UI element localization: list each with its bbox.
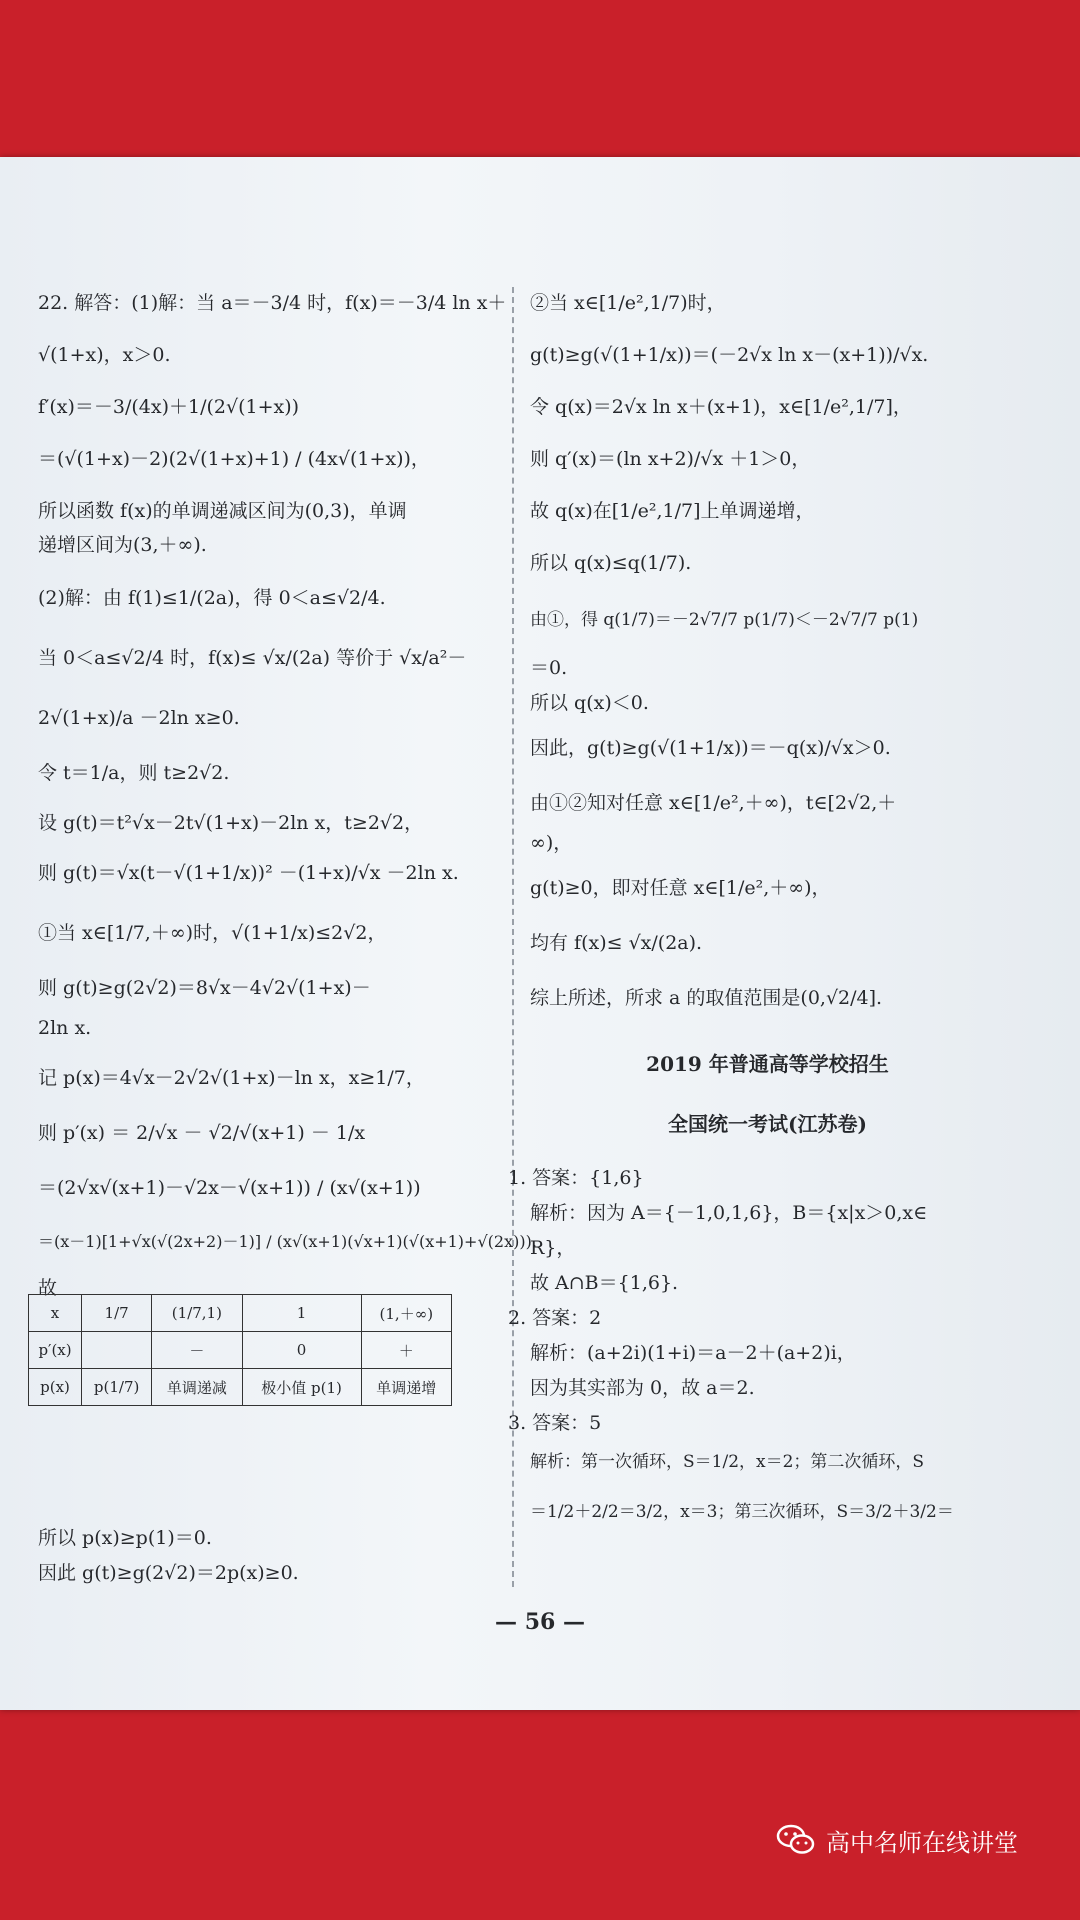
text-line: 则 g(t)≥g(2√2)＝8√x－4√2√(1+x)－	[38, 977, 371, 999]
text-line: (2)解：由 f(1)≤1/(2a)，得 0＜a≤√2/4.	[38, 587, 386, 609]
text-line: 则 g(t)＝√x(t－√(1+1/x))² －(1+x)/√x －2ln x.	[38, 862, 459, 884]
text-line: ＝(x－1)[1+√x(√(2x+2)－1)] / (x√(x+1)(√x+1)(√(x+1)+√(2x))).	[38, 1232, 537, 1251]
text-line: f′(x)＝－3/(4x)＋1/(2√(1+x))	[38, 396, 300, 418]
book-page	[0, 157, 1080, 1710]
section-heading: 全国统一考试(江苏卷)	[668, 1112, 867, 1136]
table-cell: 单调递减	[152, 1369, 242, 1406]
text-line: ＝0.	[530, 657, 568, 679]
answer-line: ＝1/2＋2/2＝3/2，x＝3；第三次循环，S＝3/2＋3/2＝	[530, 1502, 954, 1522]
text-line: ＝(√(1+x)－2)(2√(1+x)+1) / (4x√(1+x))，	[38, 448, 430, 470]
text-line: ①当 x∈[1/7,＋∞)时，√(1+1/x)≤2√2，	[38, 922, 387, 944]
watermark	[776, 1815, 1066, 1865]
text-line: g(t)≥0，即对任意 x∈[1/e²,＋∞)，	[530, 877, 831, 899]
table-cell: x	[29, 1295, 82, 1332]
text-line: 由①，得 q(1/7)＝－2√7/7 p(1/7)＜－2√7/7 p(1)	[530, 610, 919, 630]
answer-line: 解析：(a+2i)(1+i)＝a－2＋(a+2)i，	[530, 1342, 856, 1364]
table-cell: p(1/7)	[82, 1369, 152, 1406]
text-line: 则 p′(x) ＝ 2/√x － √2/√(x+1) － 1/x	[38, 1122, 366, 1144]
text-line: 因此，g(t)≥g(√(1+1/x))＝－q(x)/√x＞0.	[530, 737, 891, 759]
text-line: ②当 x∈[1/e²,1/7)时，	[530, 292, 726, 314]
table-cell: 1/7	[82, 1295, 152, 1332]
text-line: 设 g(t)＝t²√x－2t√(1+x)－2ln x，t≥2√2，	[38, 812, 424, 834]
text-line: 均有 f(x)≤ √x/(2a).	[530, 932, 703, 954]
answer-line: 2. 答案：2	[508, 1307, 602, 1329]
table-cell	[82, 1332, 152, 1369]
answer-line: 1. 答案：{1,6}	[508, 1167, 644, 1189]
table-cell: p′(x)	[29, 1332, 82, 1369]
text-line: 令 q(x)＝2√x ln x＋(x+1)，x∈[1/e²,1/7]，	[530, 396, 912, 418]
text-line: 因此 g(t)≥g(2√2)＝2p(x)≥0.	[38, 1562, 299, 1584]
table-row	[29, 1295, 452, 1332]
text-line: 故 q(x)在[1/e²,1/7]上单调递增，	[530, 500, 815, 522]
table-cell: 1	[242, 1295, 361, 1332]
text-line: ∞)，	[530, 832, 573, 854]
text-line: 所以 q(x)＜0.	[530, 692, 649, 714]
answer-line: 因为其实部为 0，故 a＝2.	[530, 1377, 755, 1399]
text-line: 2√(1+x)/a －2ln x≥0.	[38, 707, 240, 729]
page-number: — 56 —	[495, 1609, 585, 1635]
text-line: g(t)≥g(√(1+1/x))＝(－2√x ln x－(x+1))/√x.	[530, 344, 929, 366]
answer-line: 解析：第一次循环，S＝1/2，x＝2；第二次循环，S	[530, 1452, 925, 1472]
text-line: 记 p(x)＝4√x－2√2√(1+x)－ln x，x≥1/7，	[38, 1067, 425, 1089]
text-line: ＝(2√x√(x+1)－√2x－√(x+1)) / (x√(x+1))	[38, 1177, 421, 1199]
text-line: 则 q′(x)＝(ln x+2)/√x ＋1＞0，	[530, 448, 811, 470]
wechat-icon	[776, 1823, 816, 1857]
column-divider	[512, 287, 514, 1587]
answer-line: 3. 答案：5	[508, 1412, 602, 1434]
answer-line: 解析：因为 A＝{－1,0,1,6}，B＝{x|x＞0,x∈	[530, 1202, 928, 1224]
text-line: √(1+x)，x＞0.	[38, 344, 171, 366]
answer-line: R}，	[530, 1237, 576, 1259]
table-cell: ＋	[361, 1332, 451, 1369]
answer-line: 故 A∩B＝{1,6}.	[530, 1272, 679, 1294]
table-row	[29, 1369, 452, 1406]
text-line: 当 0＜a≤√2/4 时，f(x)≤ √x/(2a) 等价于 √x/a²－	[38, 647, 467, 669]
watermark-text: 高中名师在线讲堂	[826, 1828, 1018, 1857]
table-cell: (1,＋∞)	[361, 1295, 451, 1332]
text-line: 22. 解答：(1)解：当 a＝－3/4 时，f(x)＝－3/4 ln x＋	[38, 292, 507, 314]
table-cell: 极小值 p(1)	[242, 1369, 361, 1406]
monotonicity-table	[28, 1294, 452, 1406]
text-line: 所以 q(x)≤q(1/7).	[530, 552, 692, 574]
text-line: 故	[38, 1277, 58, 1299]
table-cell: －	[152, 1332, 242, 1369]
text-line: 由①②知对任意 x∈[1/e²,＋∞)，t∈[2√2,＋	[530, 792, 897, 814]
text-line: 令 t＝1/a，则 t≥2√2.	[38, 762, 230, 784]
table-row	[29, 1332, 452, 1369]
text-line: 2ln x.	[38, 1017, 92, 1039]
table-cell: 单调递增	[361, 1369, 451, 1406]
text-line: 所以函数 f(x)的单调递减区间为(0,3)，单调	[38, 500, 407, 522]
section-heading: 2019 年普通高等学校招生	[646, 1052, 889, 1076]
table-cell: (1/7,1)	[152, 1295, 242, 1332]
text-line: 所以 p(x)≥p(1)＝0.	[38, 1527, 212, 1549]
table-cell: p(x)	[29, 1369, 82, 1406]
text-line: 递增区间为(3,＋∞).	[38, 534, 207, 556]
table-cell: 0	[242, 1332, 361, 1369]
text-line: 综上所述，所求 a 的取值范围是(0,√2/4].	[530, 987, 883, 1009]
